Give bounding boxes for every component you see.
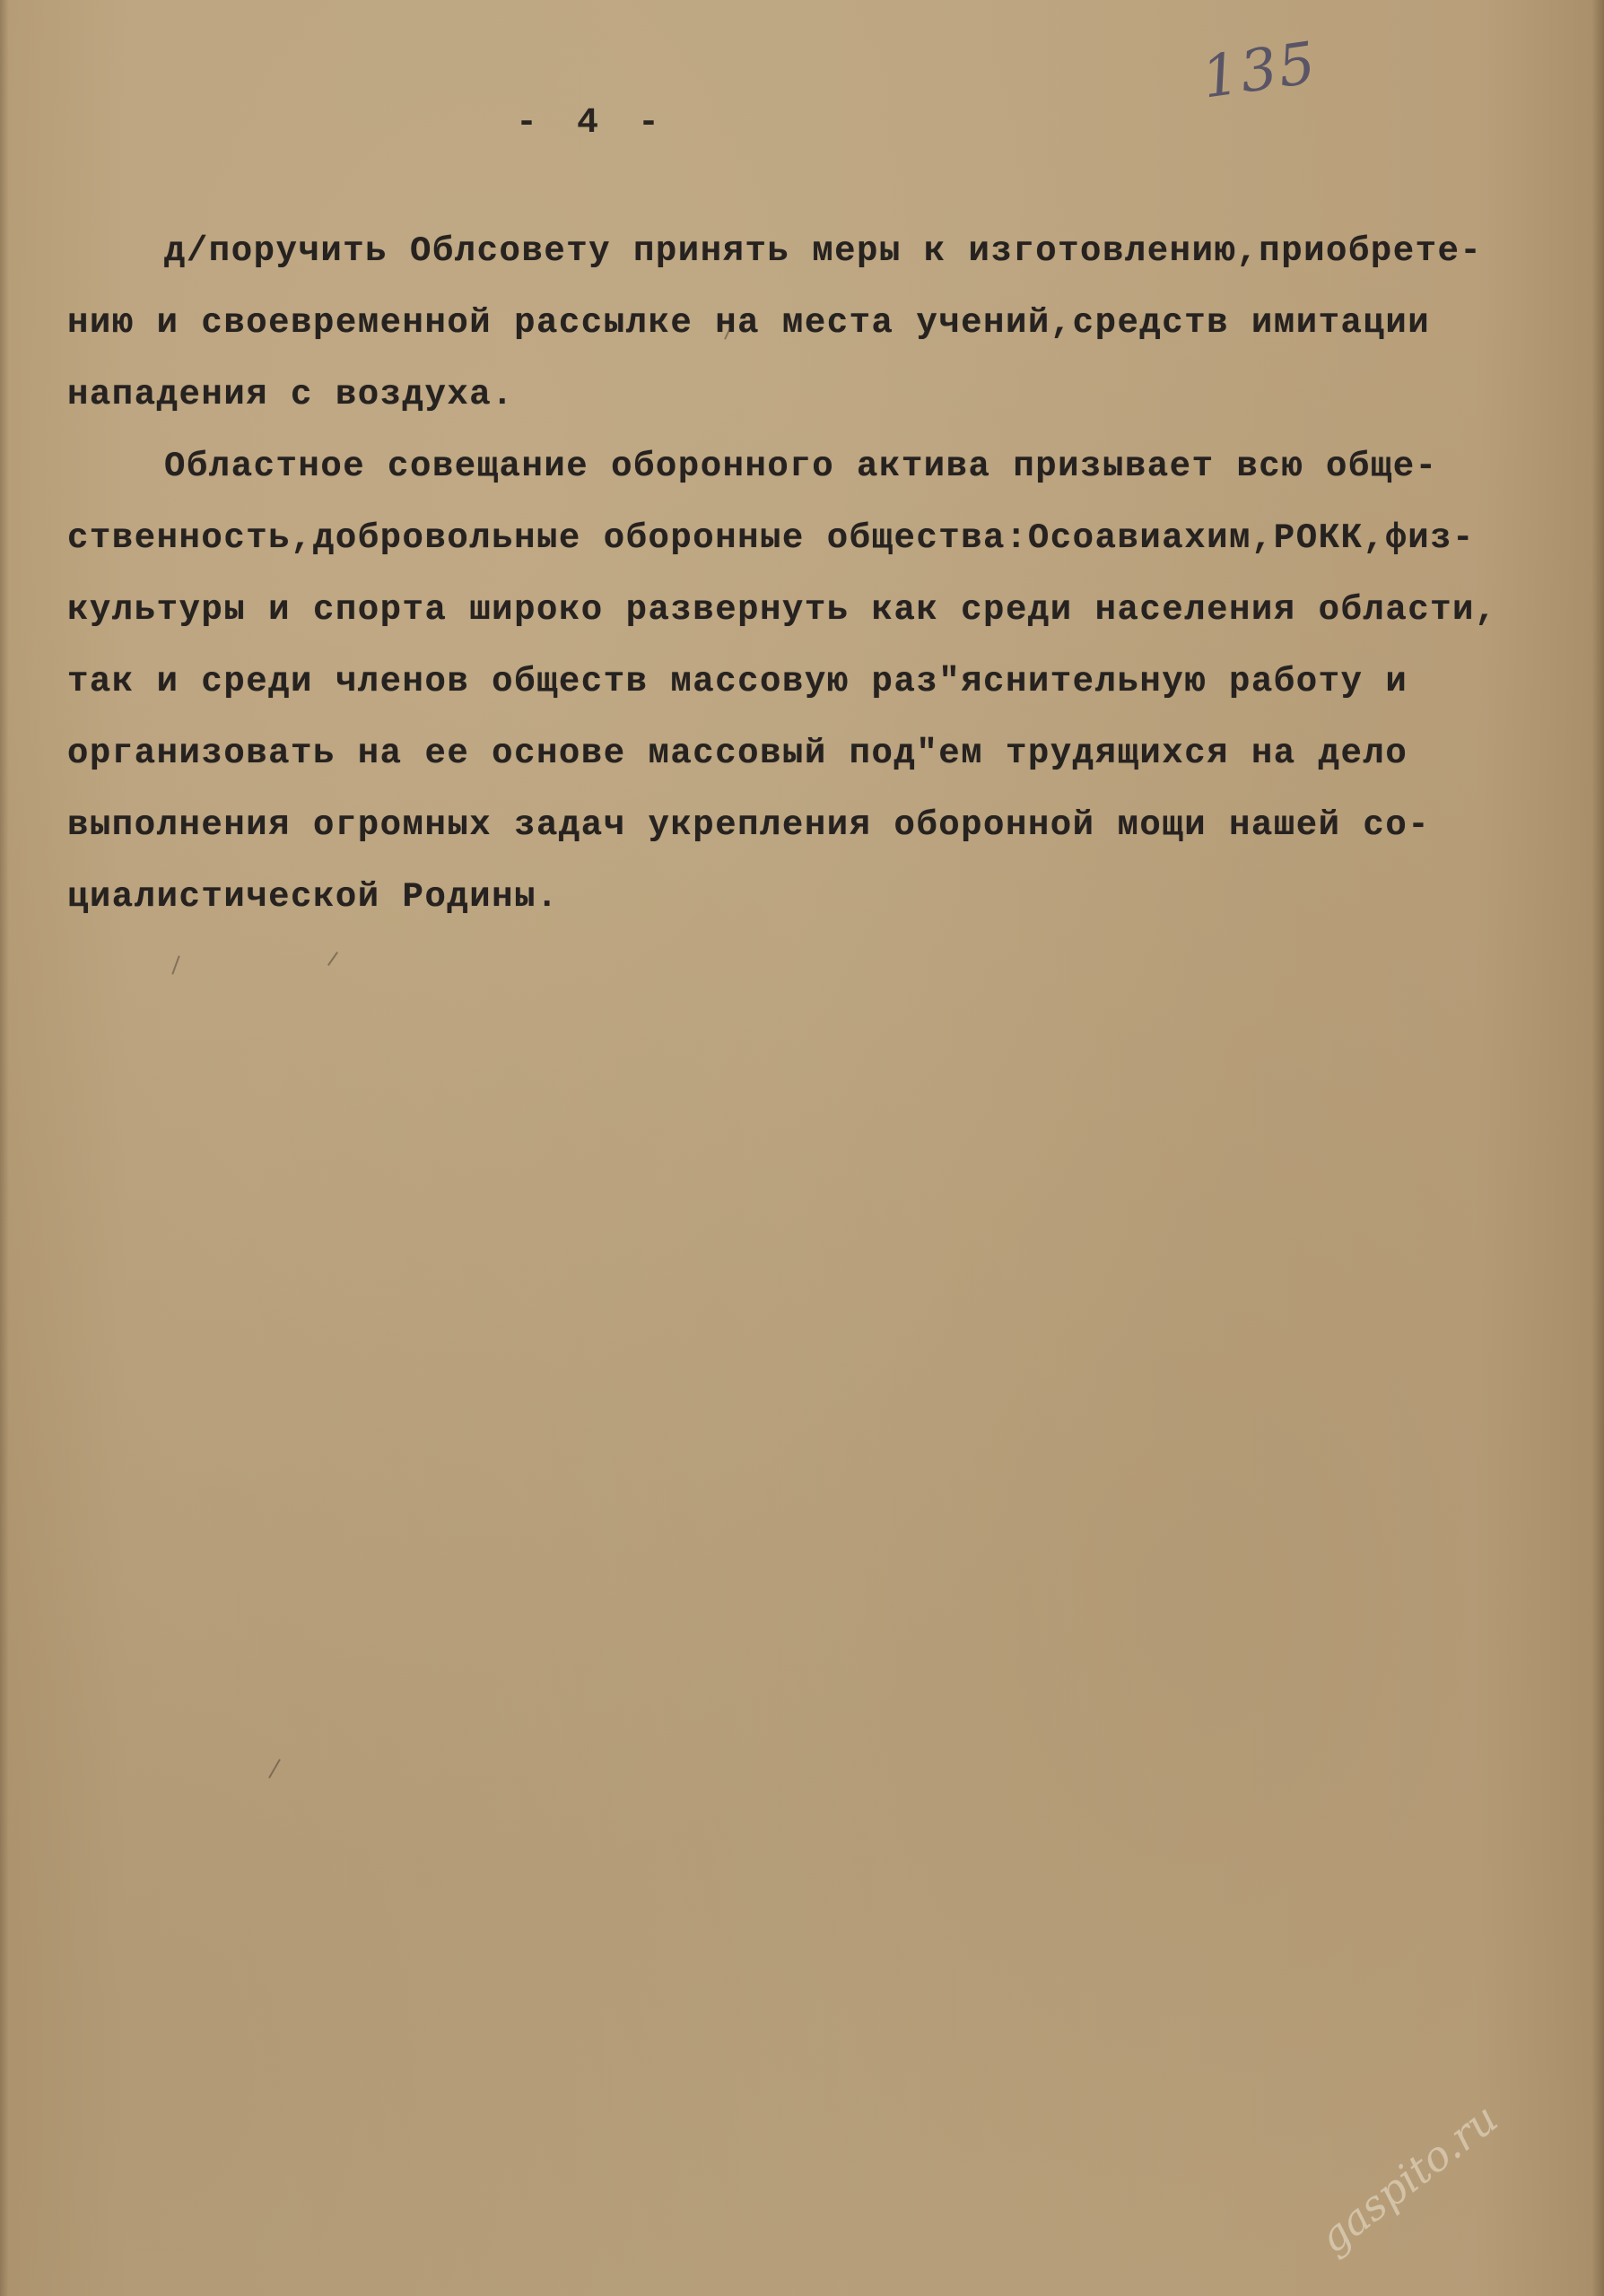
text-line: нападения с воздуха. [67, 375, 515, 414]
watermark-text: gaspito.ru [1310, 2093, 1507, 2263]
text-line: ственность,добровольные оборонные общества:Осоавиахим,РОКК,физ- [67, 518, 1475, 558]
paper-scratch [268, 1759, 281, 1779]
text-line: культуры и спорта широко развернуть как среди населения области, [67, 590, 1497, 630]
paper-scratch [327, 952, 338, 966]
text-line: д/поручить Облсовету принять меры к изготовлению,приобрете- [164, 231, 1483, 271]
page-left-edge [0, 0, 9, 2296]
text-line: Областное совещание оборонного актива призывает всю обще- [164, 447, 1438, 486]
text-line: циалистической Родины. [67, 877, 559, 917]
text-line: выполнения огромных задач укрепления оборонной мощи нашей со- [67, 805, 1431, 845]
paper-scratch [171, 955, 179, 974]
page-right-edge [1591, 0, 1604, 2296]
text-line: нию и своевременной рассылке на места учений,средств имитации [67, 303, 1431, 343]
document-body [67, 215, 1561, 933]
text-line: организовать на ее основе массовый под"ем трудящихся на дело [67, 734, 1408, 773]
page-number: - 4 - [516, 103, 669, 144]
text-line: так и среди членов обществ массовую раз"яснительную работу и [67, 662, 1408, 701]
folio-number: 135 [1198, 30, 1321, 112]
